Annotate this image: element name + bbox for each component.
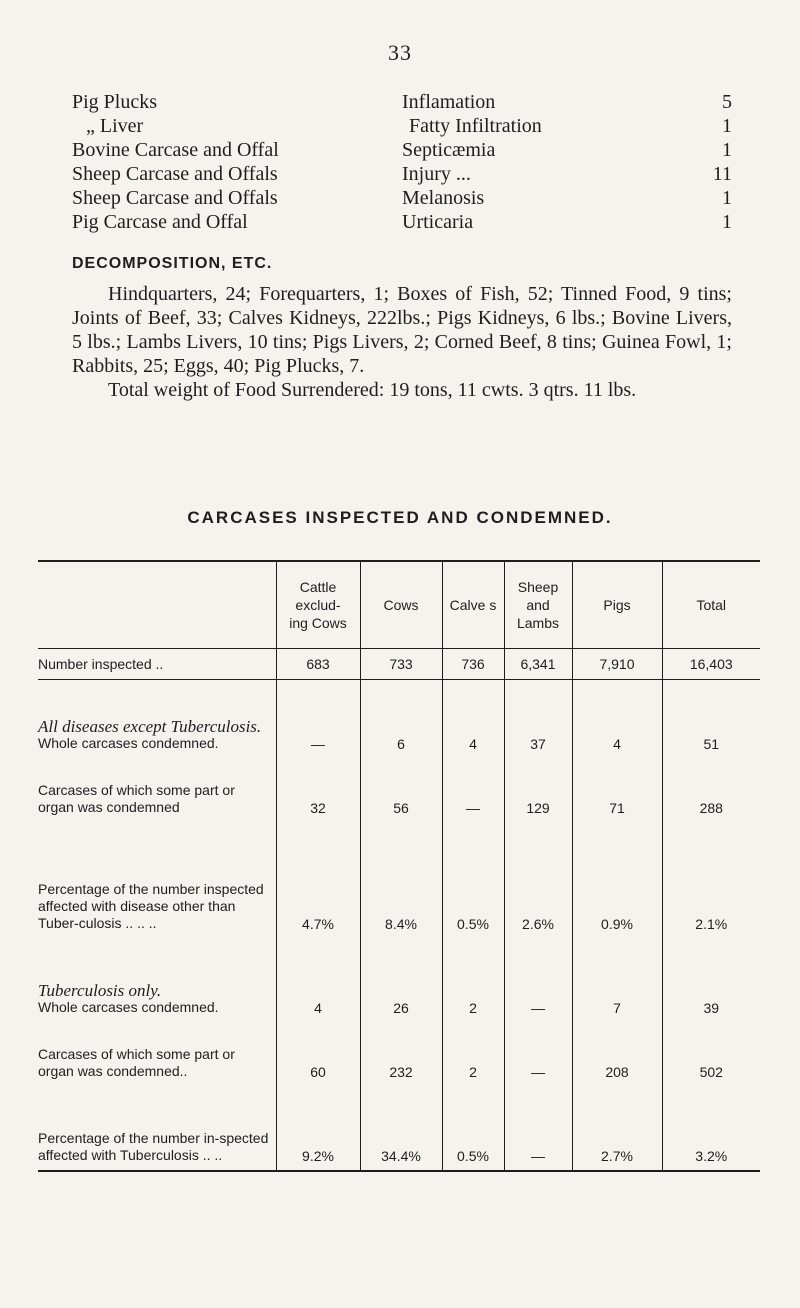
table-row xyxy=(38,822,760,938)
cell-value: 2 xyxy=(442,1022,504,1086)
header-sheep-line: and xyxy=(526,597,550,613)
decomposition-heading: DECOMPOSITION, ETC. xyxy=(72,255,273,272)
cell-value: 502 xyxy=(662,1022,760,1086)
cell-value: 16,403 xyxy=(662,649,760,680)
cell-value: 0.5% xyxy=(442,822,504,938)
cell-value: 683 xyxy=(276,649,360,680)
cell-value: 0.9% xyxy=(572,822,662,938)
list-item xyxy=(72,186,732,210)
cell-value: 2 xyxy=(442,938,504,1022)
cell-value: 232 xyxy=(360,1022,442,1086)
header-sheep-line: Lambs xyxy=(516,615,560,631)
row-label: Carcases of which some part or organ was condemned.. xyxy=(38,1046,235,1079)
total-weight-paragraph: Total weight of Food Surrendered: 19 tons, 11 cwts. 3 qtrs. 11 lbs. xyxy=(108,379,637,401)
cell-value: 7,910 xyxy=(572,649,662,680)
cell-value: 129 xyxy=(504,758,572,822)
condition-name: Inflamation xyxy=(402,91,496,113)
cell-value: 39 xyxy=(662,938,760,1022)
cell-value: — xyxy=(276,680,360,759)
cell-value: 71 xyxy=(572,758,662,822)
cell-value: 4 xyxy=(442,680,504,759)
table-row xyxy=(38,938,760,1022)
header-cattle-line: exclud- xyxy=(295,597,341,613)
header-sheep-line: Sheep xyxy=(517,579,559,595)
header-sheep xyxy=(504,561,572,649)
list-item xyxy=(72,162,732,186)
condition-name: Melanosis xyxy=(402,187,485,209)
cell-value: 208 xyxy=(572,1022,662,1086)
cell-value: 32 xyxy=(276,758,360,822)
cell-value: 8.4% xyxy=(360,822,442,938)
item-name: Pig Carcase and Offal xyxy=(72,211,248,233)
condition-name: Injury ... xyxy=(402,163,471,185)
item-name: „ Liver xyxy=(86,115,144,137)
header-cattle xyxy=(276,561,360,649)
condition-count: 1 xyxy=(722,139,732,161)
cell-value: 4 xyxy=(572,680,662,759)
header-total: Total xyxy=(662,561,760,649)
header-pigs: Pigs xyxy=(572,561,662,649)
condition-name: Urticaria xyxy=(402,211,474,233)
cell-value: — xyxy=(504,938,572,1022)
cell-value: 2.7% xyxy=(572,1086,662,1171)
cell-value: 3.2% xyxy=(662,1086,760,1171)
cell-value: 7 xyxy=(572,938,662,1022)
row-label xyxy=(38,680,276,759)
row-label-emphasis: All diseases except Tuberculosis. xyxy=(38,717,262,736)
cell-value: 60 xyxy=(276,1022,360,1086)
cell-value: 736 xyxy=(442,649,504,680)
list-item xyxy=(72,210,732,234)
table-row xyxy=(38,1086,760,1171)
row-label-text: Whole carcases condemned. xyxy=(38,735,219,751)
row-label-text: Whole carcases condemned. xyxy=(38,999,219,1015)
cell-value: 6,341 xyxy=(504,649,572,680)
item-name: Pig Plucks xyxy=(72,91,158,113)
cell-value: — xyxy=(504,1086,572,1171)
condition-count: 11 xyxy=(712,163,732,185)
cell-value: 37 xyxy=(504,680,572,759)
list-item xyxy=(72,114,732,138)
header-cows: Cows xyxy=(360,561,442,649)
condition-count: 1 xyxy=(722,187,732,209)
header-blank xyxy=(38,561,276,649)
condition-count: 5 xyxy=(722,91,732,113)
cell-value: — xyxy=(504,1022,572,1086)
table-row xyxy=(38,1022,760,1086)
decomposition-paragraph: Hindquarters, 24; Forequarters, 1; Boxes of Fish, 52; Tinned Food, 9 tins; Joints of Beef, 33; Calves Kidneys, 222lbs.; Pigs Kidneys, 6 lbs.; Bovine Livers, 5 lbs.; Lambs Livers, 10 tins; Pigs Livers, 2; Corned Beef, 8 tins; Guinea Fowl, 1; Rabbits, 25; Eggs, 40; Pig Plucks, 7. xyxy=(72,283,732,377)
item-name: Sheep Carcase and Offals xyxy=(72,187,278,209)
condition-name: Septicæmia xyxy=(402,139,496,161)
cell-value: 4 xyxy=(276,938,360,1022)
header-cattle-line: ing Cows xyxy=(289,615,347,631)
table-row xyxy=(38,758,760,822)
cell-value: — xyxy=(442,758,504,822)
row-label: Percentage of the number in-spected affected with Tuberculosis .. .. xyxy=(38,1130,269,1163)
table-row xyxy=(38,680,760,759)
table-row xyxy=(38,649,760,680)
carcases-table-title: CARCASES INSPECTED AND CONDEMNED. xyxy=(187,508,613,527)
table-header-row xyxy=(38,561,760,649)
condition-name: Fatty Infiltration xyxy=(409,115,542,137)
carcases-table xyxy=(38,560,760,1172)
page-number: 33 xyxy=(388,40,412,65)
row-label: Number inspected .. xyxy=(38,649,276,680)
cell-value: 56 xyxy=(360,758,442,822)
condemnation-list xyxy=(72,90,732,234)
list-item xyxy=(72,138,732,162)
cell-value: 4.7% xyxy=(276,822,360,938)
cell-value: 26 xyxy=(360,938,442,1022)
list-item xyxy=(72,90,732,114)
cell-value: 6 xyxy=(360,680,442,759)
cell-value: 2.6% xyxy=(504,822,572,938)
condition-count: 1 xyxy=(722,211,732,233)
item-name: Sheep Carcase and Offals xyxy=(72,163,278,185)
row-label: Carcases of which some part or organ was condemned xyxy=(38,782,235,815)
header-calves: Calve s xyxy=(442,561,504,649)
row-label xyxy=(38,938,276,1022)
header-cattle-line: Cattle xyxy=(299,579,337,595)
row-label: Percentage of the number inspected affected with disease other than Tuber-culosis .. .. .. xyxy=(38,881,264,931)
cell-value: 0.5% xyxy=(442,1086,504,1171)
item-name: Bovine Carcase and Offal xyxy=(72,139,279,161)
cell-value: 9.2% xyxy=(276,1086,360,1171)
cell-value: 288 xyxy=(662,758,760,822)
cell-value: 733 xyxy=(360,649,442,680)
cell-value: 34.4% xyxy=(360,1086,442,1171)
row-label-emphasis: Tuberculosis only. xyxy=(38,981,162,1000)
cell-value: 51 xyxy=(662,680,760,759)
condition-count: 1 xyxy=(722,115,732,137)
cell-value: 2.1% xyxy=(662,822,760,938)
